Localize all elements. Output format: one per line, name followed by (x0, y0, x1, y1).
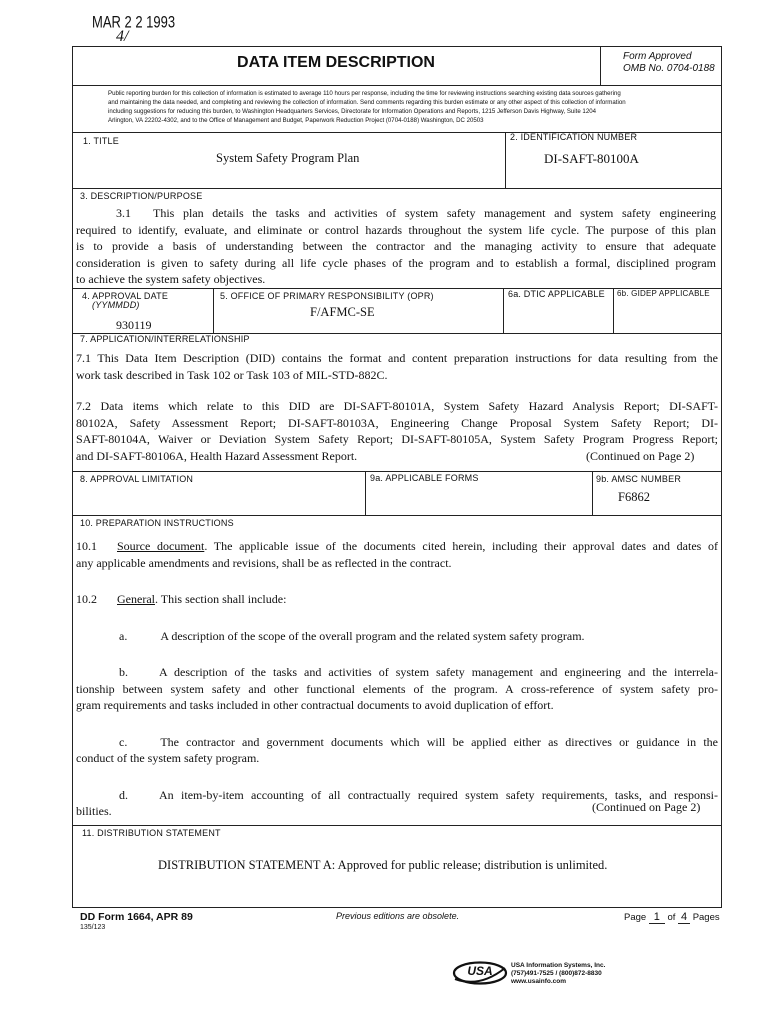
form-title: DATA ITEM DESCRIPTION (237, 54, 435, 71)
burden-statement: Public reporting burden for this collection of information is estimated to average 110 hours per response, including the time for reviewing instructions searching existing data sources gathering and maintaining the data needed, and completing and reviewing the collection of information. Send comments regarding this burden estimate or any other aspect of this collection of information including suggestions for reducing this burden, to Washington Headquarters Services, Directorate for Information Operations and Reports, 1215 Jefferson Davis Highway, Suite 1204 Arlington, VA 22202-4302, and to the Office of Management and Budget, Paperwork Reduction Project (0704-0188) Washington, DC 20503 (108, 90, 626, 124)
identification-number-label: 2. IDENTIFICATION NUMBER (510, 132, 638, 142)
publisher-name: USA Information Systems, Inc. (511, 962, 606, 969)
preparation-label: 10. PREPARATION INSTRUCTIONS (80, 518, 234, 528)
publisher-logo-text: USA (467, 964, 493, 978)
application-text: 7.1 This Data Item Description (DID) contains the format and content preparation instructions for data resulting from the work task described in Task 102 or Task 103 of MIL-STD-882C. 7.2 Data items which relate to this DID are DI-SAFT-80101A, System Safety Hazard Analysis Report; DI-SAFT- 80102A, Safety Assessment Report; DI-SAFT-80103A, Engineering Change Proposal System Safety Report; DI- SAFT-80104A, Waiver or Deviation System Safety Report; DI-SAFT-80105A, System Safety Program Progress Report; and DI-SAFT-80106A, Health Hazard Assessment Report. (Continued on Page 2) (76, 351, 718, 463)
preparation-text: 10.1 Source document. The applicable issue of the documents cited herein, including their approval dates and dates of any applicable amendments and revisions, shall be as reflected in the contract. 10.2 General. This section shall include: a. A description of the scope of the overall program and the related system safety program. b. A description of the tasks and activities of system safety management and engineering and the interrela- tionship between system safety and other functional elements of the program. A cross-reference of system safety pro- gram requirements and tasks included in other contractual documents to avoid duplication of effort. c. The contractor and government documents which will be applied either as directives or guidance in the conduct of the system safety program. d. An item-by-item accounting of all contractually required system safety requirements, tasks, and responsi- bilities. (76, 539, 718, 818)
approval-limitation-label: 8. APPROVAL LIMITATION (80, 474, 194, 484)
approval-date-format: (YYMMDD) (92, 300, 140, 310)
preparation-continued-note: (Continued on Page 2) (592, 800, 701, 814)
distribution-statement: DISTRIBUTION STATEMENT A: Approved for public release; distribution is unlimited. (158, 858, 608, 872)
publisher-info (511, 962, 605, 986)
received-date-stamp: MAR 2 2 1993 (92, 12, 176, 32)
opr-label: 5. OFFICE OF PRIMARY RESPONSIBILITY (OPR) (220, 291, 434, 301)
form-approved-label: Form Approved (623, 51, 692, 62)
title-value: System Safety Program Plan (216, 151, 360, 165)
approval-date-label: 4. APPROVAL DATE (82, 291, 169, 301)
application-label: 7. APPLICATION/INTERRELATIONSHIP (80, 334, 250, 344)
publisher-logo (452, 960, 508, 986)
description-text: 3.1 This plan details the tasks and activities of system safety management and system safety engineering required to identify, evaluate, and eliminate or control hazards throughout the system life cycle. The purpose of this plan is to provide a basis of understanding between the contractor and the managing activity to ensure that adequate consideration is given to safety during all life cycle phases of the program and to establish a formal, disciplined program to achieve the system safety objectives. (76, 206, 716, 286)
title-label: 1. TITLE (83, 136, 119, 146)
distribution-label: 11. DISTRIBUTION STATEMENT (82, 828, 221, 838)
page-indicator: Page 1 of 4 Pages (624, 911, 720, 923)
amsc-number-label: 9b. AMSC NUMBER (596, 474, 682, 484)
publisher-website: www.usainfo.com (511, 978, 567, 985)
form-code: 135/123 (80, 924, 106, 931)
dtic-applicable-label: 6a. DTIC APPLICABLE (508, 289, 605, 299)
publisher-phone: (757)491-7525 / (800)872-8830 (511, 970, 602, 977)
form-identifier: DD Form 1664, APR 89 (80, 911, 193, 923)
omb-number: OMB No. 0704-0188 (623, 63, 715, 74)
description-label: 3. DESCRIPTION/PURPOSE (80, 191, 203, 201)
opr-value: F/AFMC-SE (310, 305, 375, 319)
handwritten-mark: 4/ (116, 28, 129, 45)
identification-number-value: DI-SAFT-80100A (544, 151, 639, 166)
previous-editions-note: Previous editions are obsolete. (336, 911, 460, 921)
amsc-number-value: F6862 (618, 490, 650, 504)
approval-date-value: 930119 (116, 318, 152, 332)
application-continued-note: (Continued on Page 2) (586, 448, 695, 463)
applicable-forms-label: 9a. APPLICABLE FORMS (370, 473, 479, 483)
gidep-applicable-label: 6b. GIDEP APPLICABLE (617, 289, 710, 298)
